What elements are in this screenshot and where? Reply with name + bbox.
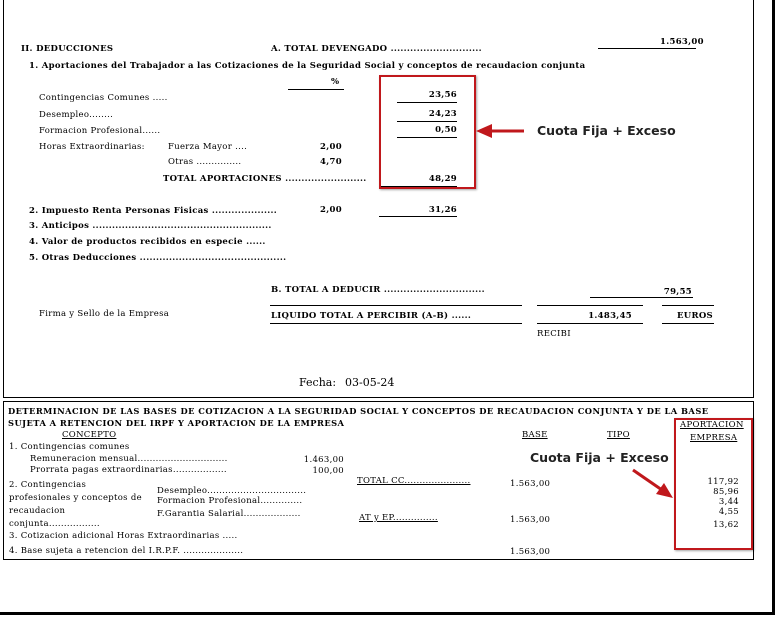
total-aportaciones-value: 48,29	[428, 174, 457, 184]
currency-label: EUROS	[677, 311, 713, 321]
contingencias-prof-3: recaudacion	[9, 506, 66, 516]
bases-fgs-label: F.Garantia Salarial...................	[157, 509, 301, 519]
anticipos-label: 3. Anticipos .......................................................	[29, 221, 272, 231]
horas-extra-label: 3. Cotizacion adicional Horas Extraordinarias .....	[9, 531, 238, 541]
bases-title-line1: DETERMINACION DE LAS BASES DE COTIZACION A LA SEGURIDAD SOCIAL Y CONCEPTOS DE RECAUDACION CONJUNTA Y DE LA BASE	[8, 406, 709, 416]
bases-desempleo-label: Desempleo.................................	[157, 486, 307, 496]
bases-formacion-label: Formacion Profesional..............	[157, 496, 303, 506]
col-tipo: TIPO	[607, 430, 630, 440]
arrow-top	[476, 124, 524, 138]
aportacion-value-3: 3,44	[718, 497, 739, 507]
section-heading: II. DEDUCCIONES	[21, 44, 114, 54]
fuerza-mayor-label: Fuerza Mayor ....	[168, 142, 248, 152]
irpf-value: 31,26	[428, 205, 457, 215]
liquido-value: 1.483,45	[588, 311, 632, 321]
total-cc-label: TOTAL CC......................	[357, 476, 471, 486]
col-aportacion-2: EMPRESA	[690, 433, 738, 443]
remuneracion-value: 1.463,00	[303, 455, 344, 465]
col-concepto: CONCEPTO	[62, 430, 117, 440]
contingencias-prof-4: conjunta.................	[9, 519, 100, 529]
aportacion-value-4: 4,55	[718, 507, 739, 517]
bases-title-line2: SUJETA A RETENCION DEL IRPF Y APORTACION DE LA EMPRESA	[8, 418, 345, 428]
contingencias-comunes-title: 1. Contingencias comunes	[9, 442, 130, 452]
contingencias-label: Contingencias Comunes .....	[39, 93, 168, 103]
at-ep-base: 1.563,00	[510, 515, 551, 525]
firma-label: Firma y Sello de la Empresa	[39, 309, 170, 319]
irpf-label: 2. Impuesto Renta Personas Fisicas ....................	[29, 206, 278, 216]
prorrata-value: 100,00	[312, 466, 344, 476]
aportacion-value-2: 85,96	[713, 487, 739, 497]
desempleo-label: Desempleo........	[39, 110, 114, 120]
total-devengado-label: A. TOTAL DEVENGADO ............................	[271, 44, 482, 54]
otras-deducciones-label: 5. Otras Deducciones .............................................	[29, 253, 287, 263]
horas-label: Horas Extraordinarias:	[39, 142, 145, 152]
col-base: BASE	[522, 430, 548, 440]
recibi-label: RECIBI	[537, 329, 571, 339]
total-deducir-label: B. TOTAL A DEDUCIR ...............................	[271, 285, 485, 295]
fecha-label: Fecha:	[299, 376, 337, 389]
aportacion-value-5: 13,62	[713, 520, 739, 530]
prorrata-label: Prorrata pagas extraordinarias..................	[30, 465, 227, 475]
aportaciones-title: 1. Aportaciones del Trabajador a las Cotizaciones de la Seguridad Social y conceptos de recaudacion conjunta	[29, 61, 586, 71]
callout-bottom: Cuota Fija + Exceso	[530, 450, 669, 465]
contingencias-prof-1: 2. Contingencias	[9, 480, 87, 490]
irpf-base-value: 1.563,00	[510, 547, 551, 557]
formacion-value: 0,50	[435, 125, 457, 135]
otras-pct: 4,70	[320, 157, 342, 167]
contingencias-prof-2: profesionales y conceptos de	[9, 493, 142, 503]
at-ep-label: AT y EP...............	[359, 513, 438, 523]
contingencias-value: 23,56	[428, 90, 457, 100]
total-aportaciones-label: TOTAL APORTACIONES .........................	[163, 174, 367, 184]
otras-label: Otras ...............	[168, 157, 242, 167]
arrow-bottom	[633, 470, 673, 498]
irpf-pct: 2,00	[320, 205, 342, 215]
pct-header: %	[331, 77, 340, 87]
aportacion-value-1: 117,92	[707, 477, 739, 487]
total-devengado-value: 1.563,00	[660, 37, 704, 47]
desempleo-value: 24,23	[428, 109, 457, 119]
total-cc-base: 1.563,00	[510, 479, 551, 489]
remuneracion-label: Remuneracion mensual..............................	[30, 454, 228, 464]
fecha-value: 03-05-24	[345, 376, 395, 389]
formacion-label: Formacion Profesional......	[39, 126, 161, 136]
fuerza-mayor-pct: 2,00	[320, 142, 342, 152]
irpf-base-label: 4. Base sujeta a retencion del I.R.P.F. ....................	[9, 546, 244, 556]
liquido-label: LIQUIDO TOTAL A PERCIBIR (A-B) ......	[271, 311, 472, 321]
total-deducir-value: 79,55	[663, 287, 692, 297]
callout-top: Cuota Fija + Exceso	[537, 123, 676, 138]
col-aportacion-1: APORTACION	[680, 420, 744, 430]
especie-label: 4. Valor de productos recibidos en especie ......	[29, 237, 266, 247]
